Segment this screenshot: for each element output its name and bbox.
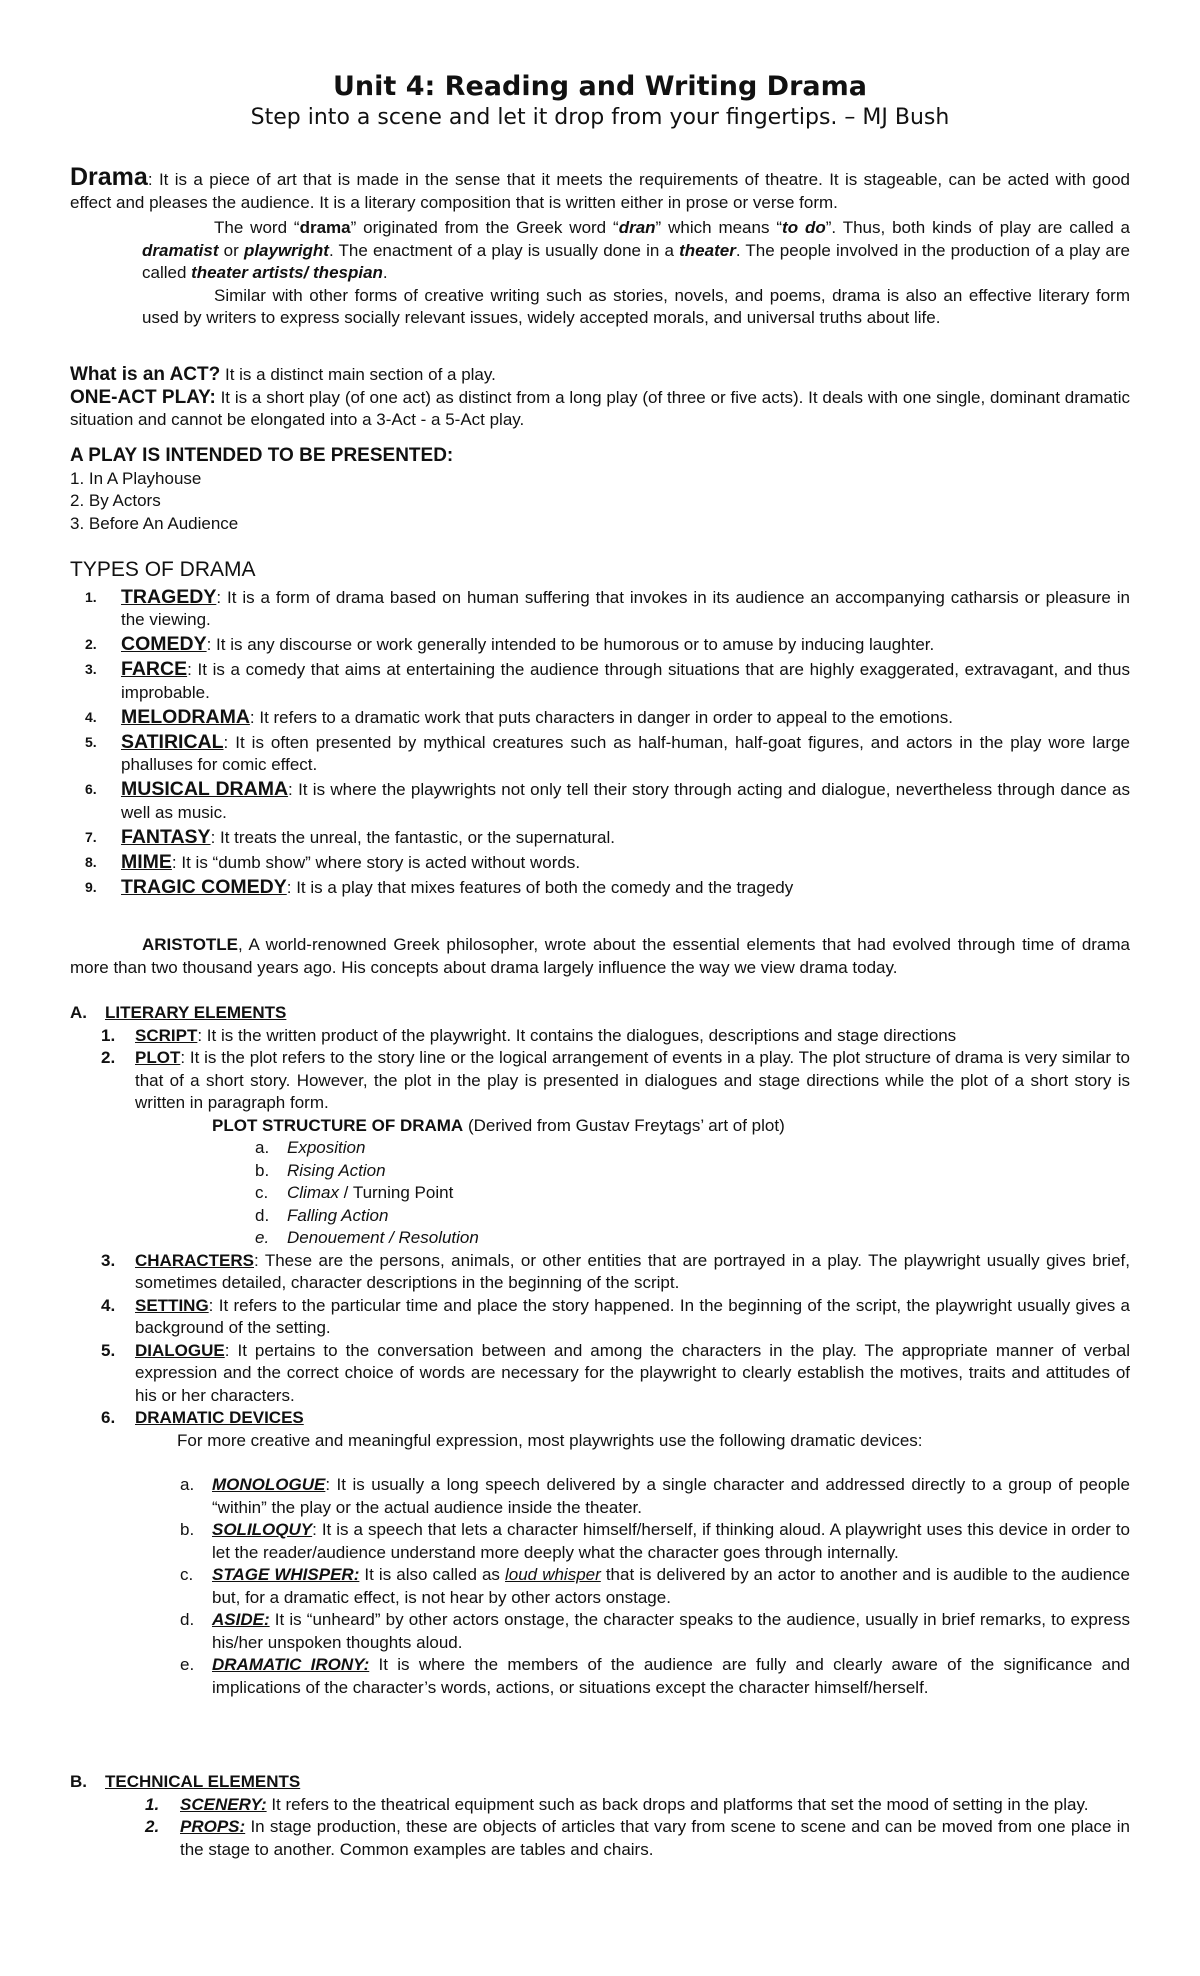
device-text: It is also called as [359, 1565, 505, 1584]
drama-type-name: MELODRAMA [121, 705, 250, 728]
literary-element-dialogue [70, 1340, 1130, 1408]
section-title: LITERARY ELEMENTS [105, 1003, 287, 1022]
origin-term-to-do: to do [782, 218, 826, 237]
drama-type-text: : It is “dumb show” where story is acted without words. [171, 852, 581, 872]
one-act-term: ONE-ACT PLAY: [70, 386, 216, 408]
plot-stage-item [70, 1137, 1130, 1160]
list-number: 6. [85, 781, 97, 797]
drama-definition-text: It is a piece of art that is made in the sense that it meets the requirements of theatre. It is stageable, can be acted with good effect and pleases the audience. It is a literary composition that is written either in prose or verse form. [70, 170, 1130, 212]
device-soliloquy [70, 1519, 1130, 1564]
section-label: A. [70, 1003, 87, 1022]
section-label: B. [70, 1772, 87, 1791]
device-label: c. [180, 1565, 194, 1584]
device-emphasis: loud whisper [505, 1565, 601, 1584]
element-term: DIALOGUE [135, 1340, 225, 1360]
play-intended-heading: A PLAY IS INTENDED TO BE PRESENTED: [70, 445, 454, 466]
plot-stage-text: Climax [287, 1183, 339, 1202]
element-text: : It is the written product of the playwright. It contains the dialogues, descriptions and stage directions [197, 1025, 957, 1045]
plot-stage-label: c. [255, 1183, 269, 1202]
list-number: 2. [101, 1048, 116, 1067]
plot-structure-list [70, 1137, 1130, 1250]
drama-type-text: : It treats the unreal, the fantastic, or the supernatural. [210, 827, 616, 847]
drama-purpose-paragraph: Similar with other forms of creative writing such as stories, novels, and poems, drama is also an effective literary form used by writers to express socially relevant issues, widely accepted morals, and universal truths about life. [142, 285, 1130, 327]
one-act-text: It is a short play (of one act) as distinct from a long play (of three or five acts). It deals with one single, dominant dramatic situation and cannot be elongated into a 3-Act - a 5-Act play. [70, 387, 1130, 429]
dramatic-devices-intro: For more creative and meaningful expression, most playwrights use the following dramatic devices: [177, 1430, 923, 1450]
list-number: 9. [85, 878, 97, 895]
element-term: PLOT [135, 1048, 181, 1067]
origin-text: . [382, 263, 388, 282]
page-title: Unit 4: Reading and Writing Drama [332, 71, 867, 102]
device-dramatic-irony [70, 1654, 1130, 1699]
origin-text: . The enactment of a play is usually done in a [328, 240, 680, 260]
list-number: 4. [101, 1295, 116, 1315]
plot-stage-text: Exposition [287, 1138, 366, 1157]
act-answer: It is a distinct main section of a play. [220, 365, 496, 384]
list-number: 1. [101, 1025, 116, 1045]
origin-term-playwright: playwright [243, 240, 329, 260]
device-text: It is “unheard” by other actors onstage, the character speaks to the audience, usually in brief remarks, to express his/her unspoken thoughts aloud. [212, 1610, 1130, 1652]
drama-type-name: TRAGEDY [121, 585, 217, 608]
origin-text: ” which means “ [655, 218, 783, 237]
device-label: b. [180, 1520, 195, 1539]
types-list [70, 586, 1130, 900]
device-text: It is where the members of the audience are fully and clearly aware of the significance and implications of the character’s words, actions, or situations except the character himself/herself. [212, 1655, 1130, 1697]
act-section [70, 364, 1130, 432]
play-intended-section [70, 445, 1130, 535]
element-term: PROPS: [180, 1817, 246, 1836]
list-number: 2. [145, 1817, 160, 1836]
device-stage-whisper [70, 1564, 1130, 1609]
element-term: CHARACTERS [135, 1250, 254, 1270]
element-term: SCENERY: [180, 1794, 267, 1814]
drama-colon: : [147, 170, 153, 189]
drama-origin-paragraph [142, 217, 1130, 330]
drama-type-text: : It is any discourse or work generally intended to be humorous or to amuse by inducing laughter. [206, 635, 935, 654]
drama-type-name: COMEDY [121, 633, 207, 655]
drama-type-text: : It is a play that mixes features of both the comedy and the tragedy [286, 877, 794, 897]
dramatic-devices-list [70, 1474, 1130, 1699]
literary-elements-heading [70, 1002, 1130, 1025]
device-text: that is delivered by an actor to another and is audible to the audience but, for a dramatic effect, is not hear by other actors onstage. [212, 1565, 1130, 1607]
element-text: In stage production, these are objects of articles that vary from scene to scene and can be moved from one place in the stage to another. Common examples are tables and chairs. [180, 1817, 1130, 1859]
element-term: DRAMATIC DEVICES [135, 1408, 304, 1427]
plot-stage-label: d. [255, 1205, 270, 1225]
origin-text: The word “ [214, 218, 300, 237]
plot-stage-item [70, 1205, 1130, 1228]
list-number: 7. [85, 828, 97, 845]
device-text: : It is usually a long speech delivered by a single character and addressed directly to a group of people “within” the play or the actual audience inside the theater. [212, 1475, 1130, 1517]
device-term: MONOLOGUE [212, 1475, 326, 1494]
origin-term-drama: drama [299, 218, 351, 237]
drama-type-name: SATIRICAL [121, 730, 224, 753]
origin-text: or [218, 240, 244, 260]
element-text: : It pertains to the conversation between and among the characters in the play. The appropriate manner of verbal expression and the correct choice of words are necessary for the playwright to clearly establish the motives, traits and attitudes of his or her characters. [135, 1340, 1130, 1405]
list-number: 8. [85, 853, 97, 870]
plot-stage-label: b. [255, 1160, 270, 1180]
literary-elements-list [70, 1025, 1130, 1115]
device-term: ASIDE: [212, 1610, 270, 1629]
drama-type-name: FANTASY [121, 825, 211, 848]
list-number: 3. [101, 1250, 116, 1270]
drama-definition [70, 163, 1130, 214]
drama-type-text: : It is often presented by mythical creatures such as half-human, half-goat figures, and actors in the play wore large phalluses for comic effect. [121, 732, 1130, 774]
plot-stage-text: Rising Action [287, 1160, 386, 1180]
device-label: e. [180, 1655, 195, 1674]
origin-text: ” originated from the Greek word “ [350, 218, 619, 237]
drama-type-name: TRAGIC COMEDY [121, 875, 287, 898]
plot-stage-item [70, 1160, 1130, 1183]
plot-stage-text: Falling Action [287, 1205, 389, 1225]
device-label: a. [180, 1475, 195, 1494]
literary-element-characters [70, 1250, 1130, 1295]
device-label: d. [180, 1610, 195, 1629]
device-term: STAGE WHISPER: [212, 1565, 360, 1584]
technical-elements-section [70, 1771, 1130, 1861]
drama-type-fantasy [70, 826, 1130, 850]
technical-elements-list [70, 1794, 1130, 1862]
origin-term-dramatist: dramatist [142, 240, 219, 260]
technical-elements-heading [70, 1771, 1130, 1794]
plot-stage-item [70, 1227, 1130, 1250]
list-number: 5. [101, 1340, 116, 1360]
list-number: 3. [85, 661, 97, 677]
drama-type-text: : It is a form of drama based on human suffering that invokes in its audience an accompanying catharsis or pleasure in the viewing. [121, 587, 1130, 629]
plot-structure-title: PLOT STRUCTURE OF DRAMA [212, 1115, 464, 1135]
device-text: : It is a speech that lets a character himself/herself, if thinking aloud. A playwright uses this device in order to let the reader/audience understand more deeply what the character goes through internally. [212, 1520, 1130, 1562]
origin-text: ”. Thus, both kinds of play are called a [825, 218, 1130, 237]
plot-stage-item [70, 1182, 1130, 1205]
element-term: SETTING [135, 1295, 209, 1315]
literary-element-script [70, 1025, 1130, 1048]
technical-element-props [70, 1816, 1130, 1861]
device-monologue [70, 1474, 1130, 1519]
literary-element-dramatic-devices [70, 1407, 1130, 1430]
drama-type-farce [70, 658, 1130, 704]
origin-text: . The people involved in the production of a play are called [142, 240, 1131, 282]
types-of-drama-heading: TYPES OF DRAMA [70, 558, 256, 581]
plot-structure-heading [70, 1115, 1130, 1138]
drama-type-text: : It is where the playwrights not only tell their story through acting and dialogue, nevertheless through dance as well as music. [121, 780, 1130, 822]
list-number: 2. [85, 636, 97, 652]
origin-term-dran: dran [618, 218, 656, 237]
literary-elements-section [70, 1002, 1130, 1699]
list-number: 6. [101, 1408, 116, 1427]
drama-type-text: : It refers to a dramatic work that puts characters in danger in order to appeal to the emotions. [249, 707, 953, 727]
plot-stage-rest: / Turning Point [338, 1183, 454, 1202]
types-of-drama-section [70, 559, 1130, 901]
origin-term-theater: theater [679, 240, 736, 260]
act-question: What is an ACT? [70, 364, 221, 385]
device-term: DRAMATIC IRONY: [212, 1655, 370, 1674]
drama-term: Drama [70, 163, 148, 191]
drama-type-name: FARCE [121, 658, 188, 680]
drama-type-tragedy [70, 586, 1130, 632]
drama-type-name: MIME [121, 850, 172, 873]
plot-structure-note: (Derived from Gustav Freytags’ art of plot) [463, 1115, 785, 1135]
aristotle-paragraph [70, 934, 1130, 979]
plot-stage-label: e. [255, 1228, 270, 1247]
element-text: : It refers to the particular time and place the story happened. In the beginning of the script, the playwright usually gives a background of the setting. [135, 1295, 1130, 1337]
device-term: SOLILOQUY [212, 1520, 313, 1539]
element-term: SCRIPT [135, 1025, 198, 1045]
drama-type-comedy [70, 633, 1130, 657]
drama-type-melodrama [70, 706, 1130, 730]
list-number: 1. [85, 588, 97, 605]
origin-term-thespian: theater artists/ thespian [191, 263, 383, 282]
drama-type-text: : It is a comedy that aims at entertaining the audience through situations that are highly exaggerated, extravagant, and thus improbable. [121, 660, 1130, 702]
aristotle-text: , A world-renowned Greek philosopher, wrote about the essential elements that had evolved through time of drama more than two thousand years ago. His concepts about drama largely influence the way we view drama today. [70, 935, 1130, 977]
technical-element-scenery [70, 1794, 1130, 1817]
literary-elements-list-continued [70, 1250, 1130, 1430]
element-text: : These are the persons, animals, or other entities that are portrayed in a play. The playwright usually gives brief, sometimes detailed, character descriptions in the beginning of the script. [135, 1250, 1130, 1292]
list-number: 1. [145, 1794, 160, 1814]
literary-element-setting [70, 1295, 1130, 1340]
drama-type-musical-drama [70, 778, 1130, 824]
drama-type-tragic-comedy [70, 876, 1130, 900]
plot-stage-text: Denouement / Resolution [287, 1228, 479, 1247]
intended-item: 2. By Actors [70, 491, 161, 510]
plot-stage-label: a. [255, 1138, 270, 1157]
intended-item: 1. In A Playhouse [70, 468, 202, 488]
device-aside [70, 1609, 1130, 1654]
list-number: 4. [85, 708, 97, 725]
intended-item: 3. Before An Audience [70, 513, 239, 533]
section-title: TECHNICAL ELEMENTS [105, 1772, 301, 1791]
drama-type-name: MUSICAL DRAMA [121, 778, 289, 800]
element-text: : It is the plot refers to the story line or the logical arrangement of events in a play. The plot structure of drama is very similar to that of a short story. However, the plot in the play is presented in dialogues and stage directions while the plot of a short story is written in paragraph form. [135, 1048, 1130, 1112]
list-number: 5. [85, 733, 97, 750]
drama-type-mime [70, 851, 1130, 875]
literary-element-plot [70, 1047, 1130, 1115]
drama-type-satirical [70, 731, 1130, 777]
aristotle-name: ARISTOTLE [142, 935, 239, 954]
page-subtitle: Step into a scene and let it drop from your fingertips. – MJ Bush [250, 105, 950, 130]
element-text: It refers to the theatrical equipment such as back drops and platforms that set the mood of setting in the play. [266, 1794, 1089, 1814]
